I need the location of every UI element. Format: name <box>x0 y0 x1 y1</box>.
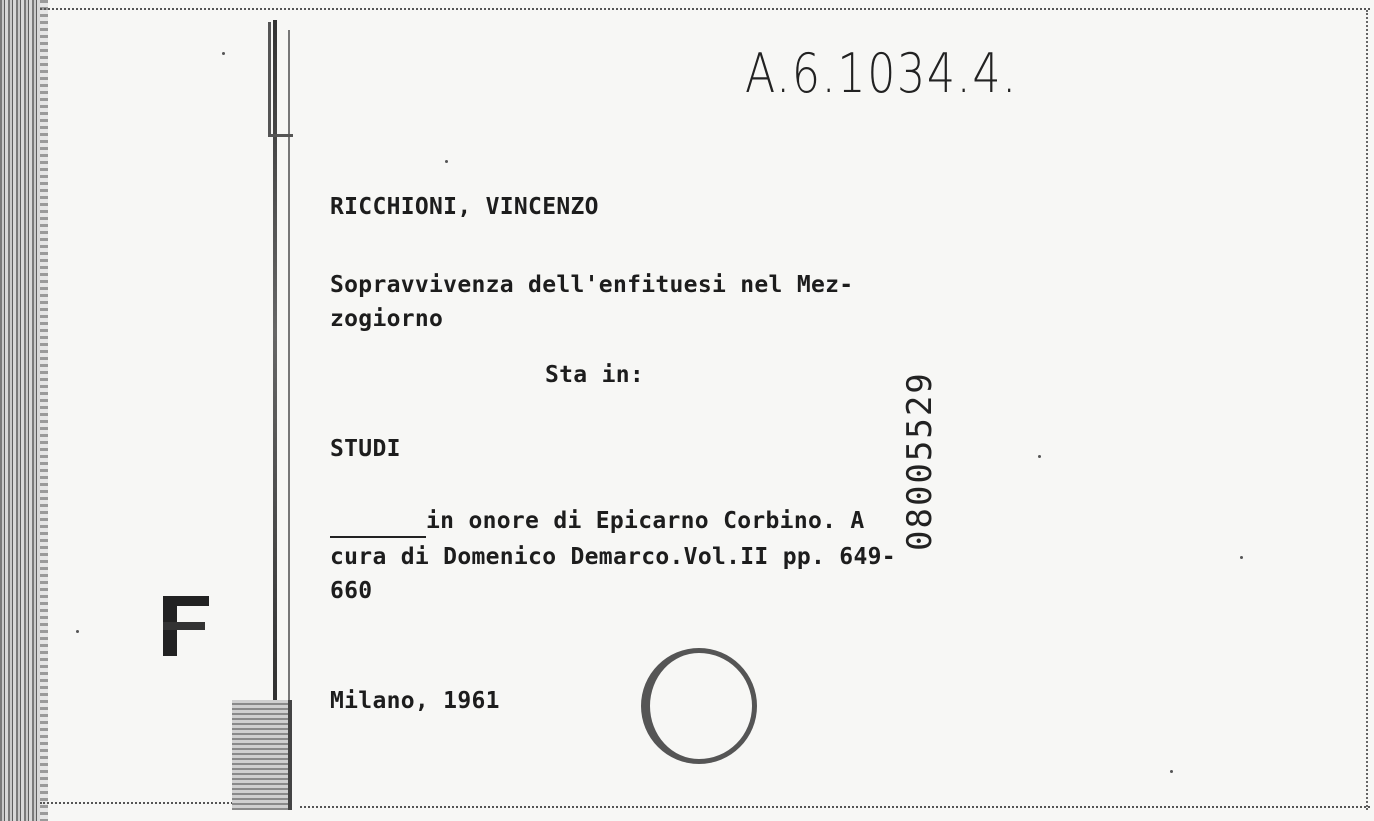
card-border-bottom-left <box>40 802 240 804</box>
scan-speck <box>1240 556 1243 559</box>
binding-bracket-top <box>268 22 293 137</box>
detail-line-3: 660 <box>330 578 373 604</box>
scan-speck <box>222 52 225 55</box>
series-title: STUDI <box>330 436 401 462</box>
contained-in-label: Sta in: <box>545 362 645 388</box>
title-repeat-rule <box>330 536 426 538</box>
card-border-right <box>1366 10 1368 810</box>
margin-rule-secondary <box>288 30 290 790</box>
binding-bracket-bottom <box>232 700 292 810</box>
f-tab-icon <box>163 596 209 656</box>
scan-edge-shadow <box>40 0 48 821</box>
place-date: Milano, 1961 <box>330 688 500 714</box>
detail-line-2: cura di Domenico Demarco.Vol.II pp. 649- <box>330 544 896 570</box>
title-line-2: zogiorno <box>330 306 444 332</box>
title-line-1: Sopravvivenza dell'enfituesi nel Mez- <box>330 272 854 298</box>
inventory-number-stamp: 08005529 <box>900 371 940 551</box>
shelfmark-handwritten: A.6.1034.4. <box>745 42 1018 105</box>
card-border-bottom <box>300 806 1370 808</box>
scan-edge-left <box>0 0 40 821</box>
scan-speck <box>1038 455 1041 458</box>
scan-speck <box>1170 770 1173 773</box>
author-name: RICCHIONI, VINCENZO <box>330 194 599 220</box>
scan-speck <box>445 160 448 163</box>
card-border-top <box>40 8 1370 10</box>
punch-hole <box>641 648 757 764</box>
margin-rule <box>273 20 277 800</box>
detail-line-1: in onore di Epicarno Corbino. A <box>426 508 865 534</box>
scan-speck <box>76 630 79 633</box>
